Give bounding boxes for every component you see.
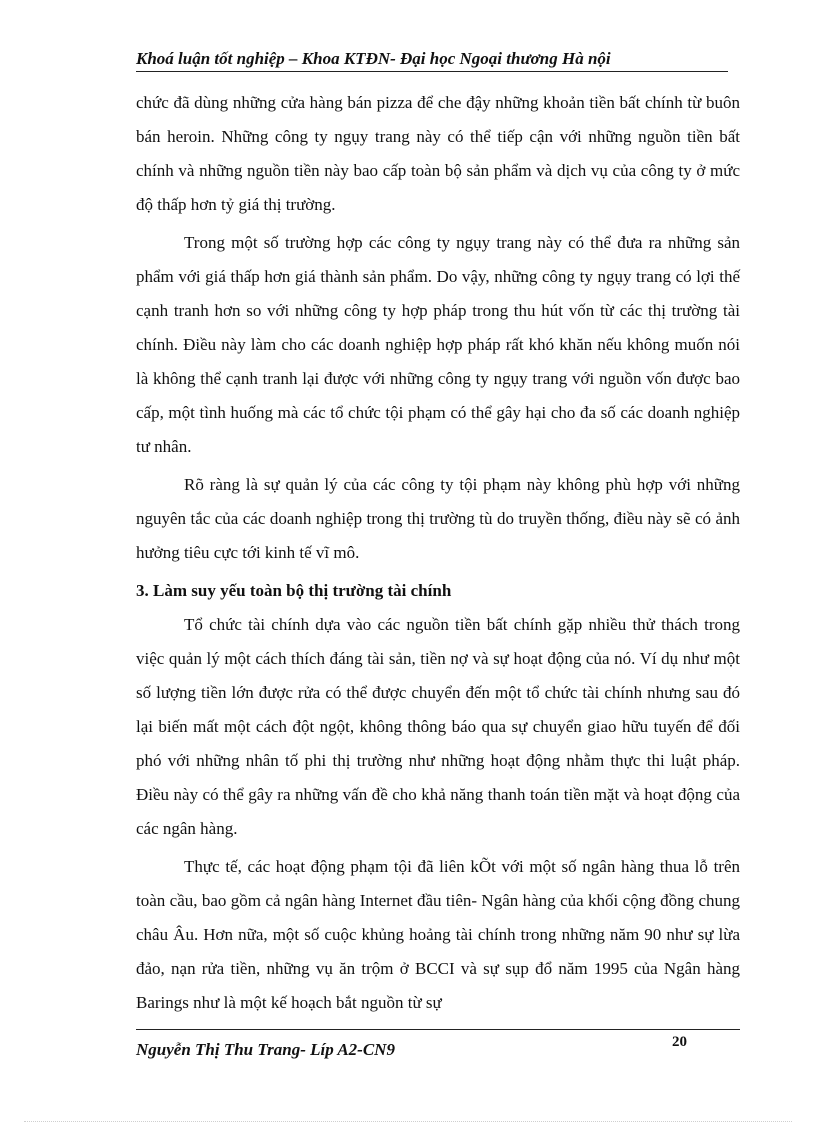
paragraph-4: Tổ chức tài chính dựa vào các nguồn tiền bất chính gặp nhiều thử thách trong việc quản lý một cách thích đáng tài sản, tiền nợ và sự hoạt động của nó. Ví dụ như một số lượng tiền lớn được rửa có thể được chuyển đến một tổ chức tài chính nhưng sau đó lại biến mất một cách đột ngột, không thông báo qua sự chuyển giao hữu tuyến để đối phó với những nhân tố phi thị trường như những hoạt động nhằm thực thi luật pháp. Điều này có thể gây ra những vấn đề cho khả năng thanh toán tiền mặt và hoạt động của các ngân hàng. bbox=[136, 615, 740, 838]
paragraph-1: chức đã dùng những cửa hàng bán pizza để che đậy những khoản tiền bất chính từ buôn bán heroin. Những công ty ngụy trang này có thể tiếp cận với những nguồn tiền bất chính và những nguồn tiền này bao cấp toàn bộ sản phẩm và dịch vụ của công ty ở mức độ thấp hơn tỷ giá thị trường. bbox=[136, 93, 740, 214]
paragraph-3: Rõ ràng là sự quản lý của các công ty tội phạm này không phù hợp với những nguyên tắc của các doanh nghiệp trong thị trường tù do truyền thống, điều này sẽ có ảnh hưởng tiêu cực tới kinh tế vĩ mô. bbox=[136, 475, 740, 562]
footer-divider bbox=[136, 1029, 740, 1030]
page-header-title: Khoá luận tốt nghiệp – Khoa KTĐN- Đại học Ngoại thương Hà nội bbox=[136, 49, 611, 68]
page-bottom-border bbox=[24, 1121, 792, 1122]
paragraph-2: Trong một số trường hợp các công ty ngụy trang này có thể đưa ra những sản phẩm với giá thấp hơn giá thành sản phẩm. Do vậy, những công ty ngụy trang có lợi thế cạnh tranh hơn so với những công ty hợp pháp trong thu hút vốn từ các thị trường tài chính. Điều này làm cho các doanh nghiệp hợp pháp rất khó khăn nếu không muốn nói là không thể cạnh tranh lại được với những công ty ngụy trang với nguồn vốn được bao cấp, một tình huống mà các tổ chức tội phạm có thể gây hại cho đa số các doanh nghiệp tư nhân. bbox=[136, 233, 740, 456]
section-heading: 3. Làm suy yếu toàn bộ thị trường tài chính bbox=[136, 581, 452, 600]
document-body bbox=[136, 86, 740, 1020]
footer-author: Nguyễn Thị Thu Trang- Líp A2-CN9 bbox=[136, 1040, 395, 1059]
header-divider bbox=[136, 71, 728, 72]
paragraph-5: Thực tế, các hoạt động phạm tội đã liên kÕt với một số ngân hàng thua lỗ trên toàn cầu, bao gồm cả ngân hàng Internet đầu tiên- Ngân hàng của khối cộng đồng chung châu Âu. Hơn nữa, một số cuộc khủng hoảng tài chính trong những năm 90 như sự lừa đảo, nạn rửa tiền, những vụ ăn trộm ở BCCI và sự sụp đổ năm 1995 của Ngân hàng Barings như là một kế hoạch bắt nguồn từ sự bbox=[136, 857, 740, 1012]
page-number: 20 bbox=[672, 1034, 687, 1050]
